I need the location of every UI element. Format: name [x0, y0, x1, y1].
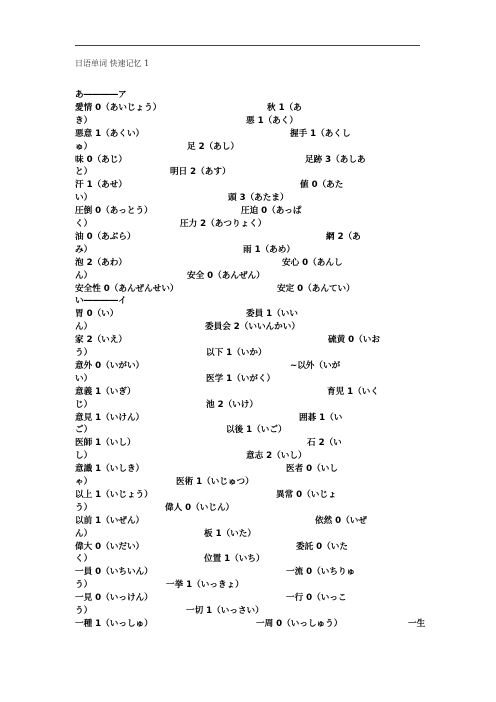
vocab-entry: う） — [75, 580, 93, 591]
vocab-entry: 一挙 1（いっきょ） — [166, 580, 244, 591]
vocab-entry: 依然 0（いぜ — [315, 515, 367, 526]
vocab-entry: と） — [75, 167, 93, 178]
vocab-entry: 囲碁 1（い — [299, 412, 343, 423]
vocab-entry: み） — [75, 244, 93, 255]
vocab-entry: 安全 0（あんぜん） — [187, 270, 265, 281]
vocab-entry: 雨 1（あめ） — [243, 244, 295, 255]
header-rule — [75, 45, 420, 46]
vocab-entry: 池 2（いけ） — [206, 399, 258, 410]
vocab-entry: 委託 0（いた — [296, 541, 348, 552]
vocab-entry: 以後 1（いご） — [226, 425, 287, 436]
vocab-entry: 悪 1（あく） — [246, 115, 298, 126]
vocab-entry: 意志 2（いし） — [246, 451, 307, 462]
vocab-entry: 秋 1（あ — [267, 102, 302, 113]
vocab-entry: 以上 1（いじょう） — [75, 489, 153, 500]
vocab-entry: 以前 1（いぜん） — [75, 515, 145, 526]
vocab-entry: 異常 0（いじょ — [276, 489, 337, 500]
vocab-entry: 愛情 0（あいじょう） — [75, 102, 162, 113]
vocab-entry: 足跡 3（あしあ — [305, 154, 366, 165]
vocab-entry: 網 2（あ — [326, 231, 361, 242]
vocab-entry: 一流 0（いちりゅ — [286, 567, 356, 578]
vocab-entry: 圧倒 0（あっとう） — [75, 206, 153, 217]
vocab-entry: 意義 1（いぎ） — [75, 386, 136, 397]
vocab-entry: 育児 1（いく — [327, 386, 379, 397]
vocab-entry: 圧迫 0（あっぱ — [241, 206, 302, 217]
vocab-entry: 板 1（いた） — [204, 528, 256, 539]
vocab-entry: 汗 1（あせ） — [75, 180, 127, 191]
vocab-entry: 油 0（あぶら） — [75, 231, 136, 242]
vocab-entry: く） — [75, 554, 93, 565]
vocab-entry: 位置 1（いち） — [204, 554, 265, 565]
vocab-entry: じ） — [75, 399, 93, 410]
vocab-entry: 泡 2（あわ） — [75, 257, 127, 268]
vocab-entry: 圧力 2（あつりょく） — [180, 219, 267, 229]
vocab-entry: あ――――ア — [75, 90, 127, 100]
vocab-entry: う） — [75, 502, 93, 513]
vocab-entry: ご） — [75, 425, 93, 436]
vocab-entry: 一周 0（いっしゅう） — [256, 618, 343, 629]
vocab-entry: 一見 0（いっけん） — [75, 593, 153, 604]
vocab-entry: い――――イ — [75, 296, 127, 307]
vocab-entry: い） — [75, 373, 93, 384]
vocab-entry: 値 0（あた — [300, 180, 344, 191]
vocab-entry: ゃ） — [75, 477, 93, 487]
vocab-entry: 意識 1（いしき） — [75, 464, 145, 475]
vocab-entry: 家 2（いえ） — [75, 335, 127, 346]
vocab-entry: 医術 1（いじゅつ） — [176, 477, 254, 487]
vocab-entry: 一切 1（いっさい） — [186, 606, 264, 616]
vocab-entry: ~以外（いが — [290, 360, 341, 371]
vocab-entry: 硫黄 0（いお — [328, 335, 380, 346]
vocab-entry: く） — [75, 219, 93, 229]
vocab-entry: 意見 1（いけん） — [75, 412, 145, 423]
vocab-entry: 一行 0（いっこ — [286, 593, 347, 604]
vocab-entry: き） — [75, 115, 93, 126]
vocab-entry: 明日 2（あす） — [170, 167, 231, 178]
page-header: 日语单词 快速记忆 1 — [75, 59, 150, 68]
vocab-entry: 以下 1（いか） — [206, 348, 267, 358]
vocab-entry: 偉大 0（いだい） — [75, 541, 145, 552]
vocab-entry: 安心 0（あんし — [282, 257, 343, 268]
vocab-entry: 頭 3（あたま） — [228, 193, 289, 204]
vocab-entry: 安全性 0（あんぜんせい） — [75, 283, 179, 294]
vocab-entry: 医者 0（いし — [286, 464, 338, 475]
vocab-entry: 意外 0（いがい） — [75, 360, 145, 371]
vocab-entry: 偉人 0（いじん） — [165, 502, 235, 513]
vocab-entry: 一員 0（いちいん） — [75, 567, 153, 578]
vocab-entry: 石 2（い — [307, 438, 342, 449]
vocab-entry: し） — [75, 451, 93, 462]
vocab-entry: う） — [75, 606, 93, 616]
vocab-entry: 一生 — [408, 618, 426, 629]
vocab-entry: 医学 1（いがく） — [206, 373, 276, 384]
vocab-entry: 味 0（あじ） — [75, 154, 127, 165]
vocab-entry: ん） — [75, 322, 93, 333]
vocab-entry: 胃 0（い） — [75, 309, 119, 320]
vocab-entry: 安定 0（あんてい） — [277, 283, 355, 294]
vocab-entry: う） — [75, 348, 93, 358]
vocab-entry: 握手 1（あくし — [290, 128, 351, 139]
vocab-entry: 医師 1（いし） — [75, 438, 136, 449]
vocab-entry: 足 2（あし） — [187, 141, 239, 152]
vocab-entry: 委員会 2（いいんかい） — [205, 322, 300, 333]
vocab-entry: い） — [75, 193, 93, 204]
vocab-entry: ゅ） — [75, 141, 93, 152]
vocab-entry: ん） — [75, 528, 93, 539]
vocab-entry: 悪意 1（あくい） — [75, 128, 145, 139]
vocab-entry: 委員 1（いい — [246, 309, 298, 320]
vocab-entry: 一種 1（いっしゅ） — [75, 618, 153, 629]
vocab-entry: ん） — [75, 270, 93, 281]
